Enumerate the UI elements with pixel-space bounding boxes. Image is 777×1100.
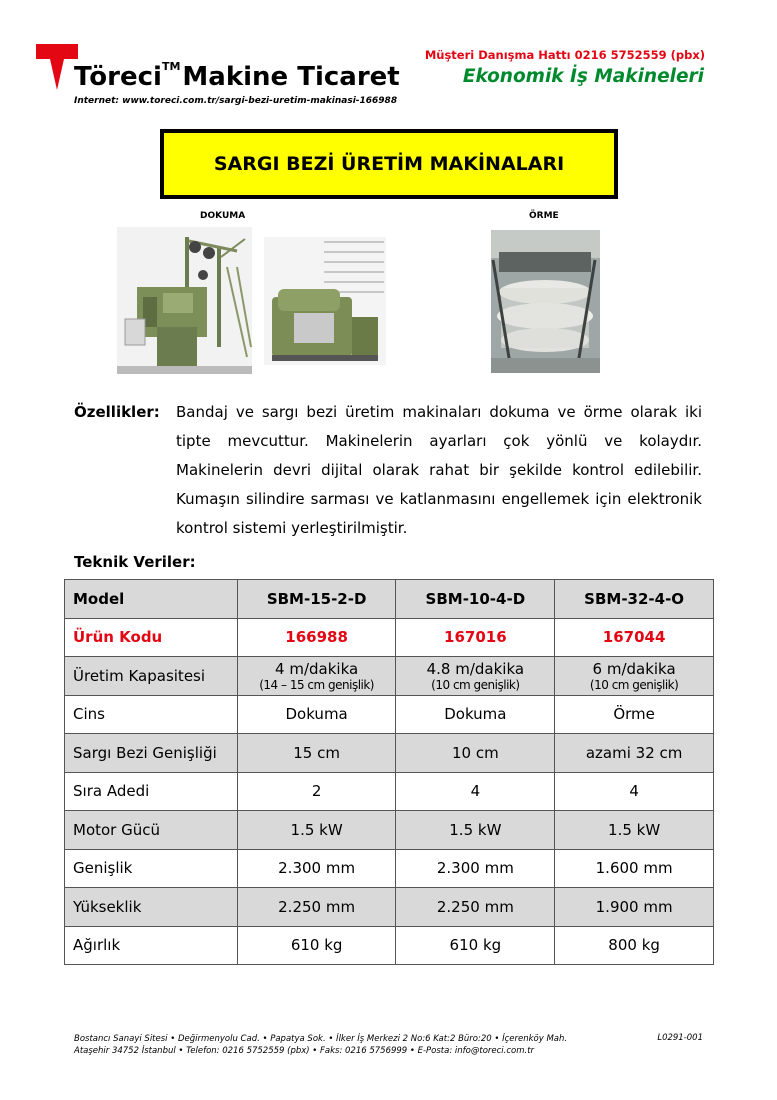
table-cell <box>396 657 555 696</box>
brand-name: Töreci™Makine Ticaret <box>74 60 400 92</box>
features-label: Özellikler: <box>74 403 160 421</box>
table-row <box>65 695 714 734</box>
table-cell: 2 <box>237 772 396 811</box>
table-header-cell: SBM-32-4-O <box>555 580 714 619</box>
table-cell: 1.5 kW <box>237 811 396 850</box>
table-cell: 610 kg <box>396 926 555 965</box>
table-cell: 10 cm <box>396 734 555 773</box>
table-cell: 1.900 mm <box>555 888 714 927</box>
customer-hotline: Müşteri Danışma Hattı 0216 5752559 (pbx) <box>424 48 705 62</box>
table-row <box>65 657 714 696</box>
table-cell: Motor Gücü <box>65 811 238 850</box>
table-header-cell: SBM-15-2-D <box>237 580 396 619</box>
table-cell: 4 <box>396 772 555 811</box>
knitting-machine-photo <box>491 230 600 373</box>
table-cell <box>237 657 396 696</box>
table-row <box>65 811 714 850</box>
footer-address <box>74 1033 567 1057</box>
capacity-value: 6 m/dakika <box>592 659 676 678</box>
table-cell: Örme <box>555 695 714 734</box>
capacity-note: (10 cm genişlik) <box>431 677 520 692</box>
table-cell: Sıra Adedi <box>65 772 238 811</box>
page-title-box <box>160 129 618 199</box>
table-row <box>65 734 714 773</box>
table-cell: Ürün Kodu <box>65 618 238 657</box>
website-url[interactable]: Internet: www.toreci.com.tr/sargi-bezi-uretim-makinasi-166988 <box>74 96 398 106</box>
table-cell: 610 kg <box>237 926 396 965</box>
table-cell: Genişlik <box>65 849 238 888</box>
table-cell: Ağırlık <box>65 926 238 965</box>
table-cell: 2.250 mm <box>396 888 555 927</box>
table-cell: Yükseklik <box>65 888 238 927</box>
features-text: Bandaj ve sargı bezi üretim makinaları dokuma ve örme olarak iki tipte mevcuttur. Makinelerin ayarları çok yönlü ve kolaydır. Makinelerin devri dijital olarak rahat bir şekilde kontrol edilebilir. Kumaşın silindire sarması ve katlanmasını engellemek için elektronik kontrol sistemi yerleştirilmiştir. <box>176 403 702 537</box>
table-cell: Üretim Kapasitesi <box>65 657 238 696</box>
table-cell: 2.300 mm <box>396 849 555 888</box>
table-cell: 800 kg <box>555 926 714 965</box>
page-title: SARGI BEZİ ÜRETİM MAKİNALARI <box>164 133 614 195</box>
table-cell: Sargı Bezi Genişliği <box>65 734 238 773</box>
document-code: L0291-001 <box>657 1033 703 1043</box>
table-cell: 166988 <box>237 618 396 657</box>
table-cell: 15 cm <box>237 734 396 773</box>
table-cell: 2.250 mm <box>237 888 396 927</box>
table-cell: 4 <box>555 772 714 811</box>
specs-table <box>64 579 714 965</box>
company-logo <box>36 44 78 90</box>
table-cell: Cins <box>65 695 238 734</box>
table-cell: 1.5 kW <box>396 811 555 850</box>
technical-data-label: Teknik Veriler: <box>74 553 196 571</box>
capacity-value: 4.8 m/dakika <box>426 659 525 678</box>
table-cell: 1.5 kW <box>555 811 714 850</box>
capacity-value: 4 m/dakika <box>275 659 359 678</box>
table-cell: 2.300 mm <box>237 849 396 888</box>
capacity-note: (10 cm genişlik) <box>589 677 679 692</box>
table-cell: Dokuma <box>396 695 555 734</box>
weaving-label: DOKUMA <box>200 211 246 221</box>
table-cell: 167044 <box>555 618 714 657</box>
table-cell: 1.600 mm <box>555 849 714 888</box>
table-header-row <box>65 580 714 619</box>
table-cell: Dokuma <box>237 695 396 734</box>
footer-line-1: Bostancı Sanayi Sitesi • Değirmenyolu Cad. • Papatya Sok. • İlker İş Merkezi 2 No:6 Kat:2 Büro:20 • İçerenköy Mah. <box>74 1034 568 1044</box>
knitting-label: ÖRME <box>529 211 559 221</box>
table-row <box>65 926 714 965</box>
footer-line-2: Ataşehir 34752 İstanbul • Telefon: 0216 5752559 (pbx) • Faks: 0216 5756999 • E-Posta: info@toreci.com.tr <box>74 1046 535 1056</box>
table-cell <box>555 657 714 696</box>
table-header-cell: Model <box>65 580 238 619</box>
table-row <box>65 772 714 811</box>
capacity-note: (14 – 15 cm genişlik) <box>259 677 374 692</box>
table-cell: azami 32 cm <box>555 734 714 773</box>
table-cell: 167016 <box>396 618 555 657</box>
company-slogan: Ekonomik İş Makineleri <box>462 66 704 87</box>
table-header-cell: SBM-10-4-D <box>396 580 555 619</box>
table-row <box>65 888 714 927</box>
weaving-machine-photo-1 <box>117 227 252 374</box>
weaving-machine-photo-2 <box>264 237 386 365</box>
product-code-row <box>65 618 714 657</box>
table-row <box>65 849 714 888</box>
